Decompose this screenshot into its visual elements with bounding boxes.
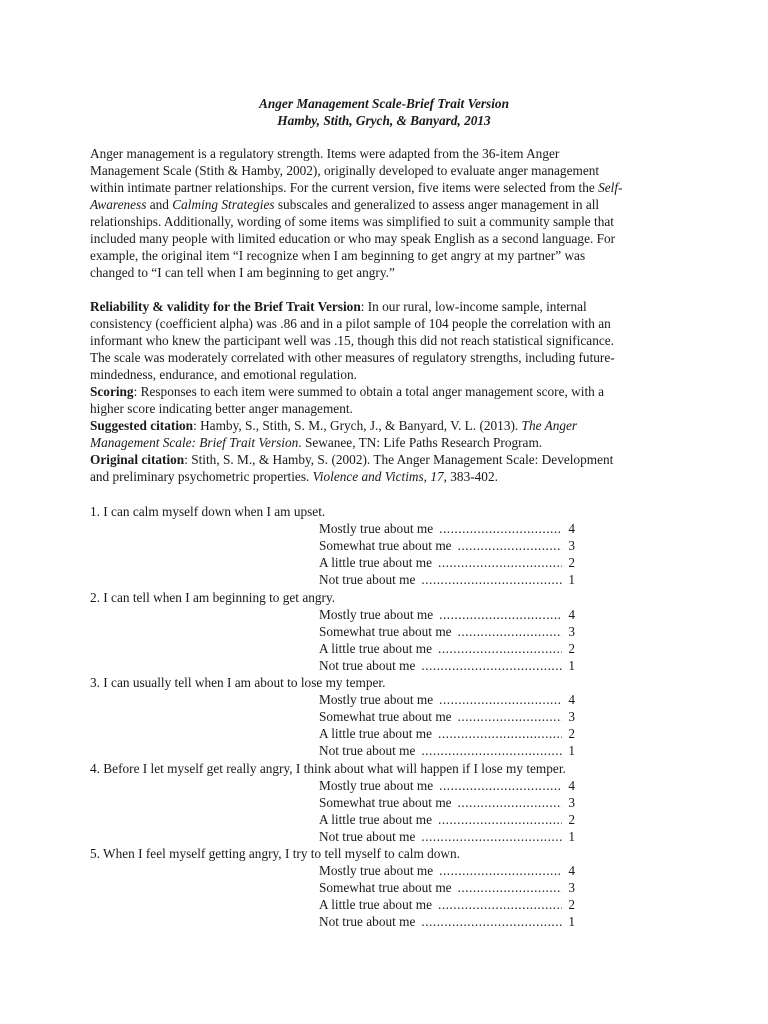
document-authors: Hamby, Stith, Grych, & Banyard, 2013 [277, 113, 491, 128]
intro-line: Anger management is a regulatory strength. Items were adapted from the 36-item Anger [90, 146, 560, 161]
response-option-value: 1 [568, 572, 575, 588]
response-option-value: 4 [568, 863, 575, 879]
dot-leader [438, 554, 562, 571]
response-option-label: A little true about me [319, 555, 432, 571]
intro-line: changed to “I can tell when I am beginning to get angry.” [90, 265, 395, 280]
dot-leader [458, 794, 562, 811]
response-option [319, 725, 575, 742]
response-option-value: 3 [568, 880, 575, 896]
dot-leader [421, 657, 562, 674]
response-option-label: Not true about me [319, 914, 416, 930]
reliability-line: consistency (coefficient alpha) was .86 and in a pilot sample of 104 people the correlation with an [90, 316, 611, 331]
response-option [319, 640, 575, 657]
response-option [319, 794, 575, 811]
response-option-label: Mostly true about me [319, 692, 434, 708]
response-option [319, 520, 575, 537]
response-option-label: Somewhat true about me [319, 709, 452, 725]
scoring-line: higher score indicating better anger management. [90, 401, 353, 416]
question-item: 1. I can calm myself down when I am upset. [90, 504, 326, 519]
response-option-label: Not true about me [319, 743, 416, 759]
dot-leader [439, 520, 562, 537]
response-option-label: A little true about me [319, 726, 432, 742]
dot-leader [421, 828, 562, 845]
response-option-value: 4 [568, 606, 575, 622]
question-item: 2. I can tell when I am beginning to get angry. [90, 589, 336, 605]
response-option-label: Somewhat true about me [319, 538, 452, 554]
reliability-line: informant who knew the participant well was .15, though this did not reach statistical significance. [90, 333, 614, 348]
response-option [319, 828, 575, 845]
dot-leader [458, 879, 562, 896]
dot-leader [439, 691, 562, 708]
response-option-label: Mostly true about me [319, 777, 434, 793]
response-option-label: A little true about me [319, 897, 432, 913]
response-option [319, 913, 575, 930]
original-citation-line: Original citation: Stith, S. M., & Hamby, S. (2002). The Anger Management Scale: Development [90, 452, 614, 467]
response-option [319, 657, 575, 674]
response-option [319, 879, 575, 896]
suggested-citation-line: Management Scale: Brief Trait Version. Sewanee, TN: Life Paths Research Program. [90, 435, 543, 450]
intro-line: within intimate partner relationships. For the current version, five items were selected from the Self- [90, 180, 623, 195]
response-option-value: 4 [568, 777, 575, 793]
question-item: 3. I can usually tell when I am about to lose my temper. [90, 675, 386, 690]
response-option-value: 3 [568, 709, 575, 725]
suggested-citation-line: Suggested citation: Hamby, S., Stith, S. M., Grych, J., & Banyard, V. L. (2013). The Anger [90, 418, 578, 433]
scoring-label: Scoring [90, 384, 134, 399]
document-title: Anger Management Scale-Brief Trait Version [259, 96, 509, 111]
dot-leader [438, 811, 562, 828]
response-option [319, 777, 575, 794]
response-option [319, 691, 575, 708]
question-item: 4. Before I let myself get really angry, I think about what will happen if I lose my temper. [90, 760, 566, 776]
dot-leader [438, 725, 562, 742]
dot-leader [439, 777, 562, 794]
response-option-label: Not true about me [319, 572, 416, 588]
intro-line: included many people with limited education or who may speak English as a second language. For [90, 231, 616, 246]
reliability-line: Reliability & validity for the Brief Trait Version: In our rural, low-income sample, internal [90, 299, 587, 314]
response-option-label: Somewhat true about me [319, 880, 452, 896]
response-option-value: 2 [568, 811, 575, 827]
suggested-citation-label: Suggested citation [90, 418, 194, 433]
response-option-value: 2 [568, 555, 575, 571]
response-option-label: Not true about me [319, 657, 416, 673]
dot-leader [438, 640, 562, 657]
response-option [319, 742, 575, 759]
dot-leader [458, 537, 562, 554]
dot-leader [439, 862, 562, 879]
dot-leader [421, 913, 562, 930]
response-option [319, 708, 575, 725]
scoring-line: Scoring: Responses to each item were summed to obtain a total anger management score, with a [90, 384, 605, 399]
response-option-value: 1 [568, 743, 575, 759]
intro-line: relationships. Additionally, wording of some items was simplified to suit a community sample that [90, 214, 614, 229]
response-option [319, 571, 575, 588]
dot-leader [458, 623, 562, 640]
response-option [319, 623, 575, 640]
response-option-value: 2 [568, 726, 575, 742]
response-option-value: 4 [568, 521, 575, 537]
reliability-line: The scale was moderately correlated with other measures of regulatory strengths, including future- [90, 350, 615, 365]
response-option-label: A little true about me [319, 640, 432, 656]
reliability-line: mindedness, endurance, and emotional regulation. [90, 367, 357, 382]
response-option-value: 1 [568, 657, 575, 673]
response-option-value: 1 [568, 828, 575, 844]
dot-leader [421, 571, 562, 588]
response-option-value: 3 [568, 538, 575, 554]
response-option-label: A little true about me [319, 811, 432, 827]
reliability-paragraph [90, 298, 650, 485]
response-option [319, 896, 575, 913]
dot-leader [438, 896, 562, 913]
response-option-value: 2 [568, 640, 575, 656]
response-option-value: 1 [568, 914, 575, 930]
response-option-label: Mostly true about me [319, 863, 434, 879]
response-option-value: 2 [568, 897, 575, 913]
response-option-value: 4 [568, 692, 575, 708]
response-option-value: 3 [568, 623, 575, 639]
intro-paragraph [90, 145, 650, 281]
original-citation-line: and preliminary psychometric properties. Violence and Victims, 17, 383-402. [90, 469, 498, 484]
response-option-label: Somewhat true about me [319, 623, 452, 639]
intro-line: example, the original item “I recognize when I am beginning to get angry at my partner” was [90, 248, 586, 263]
response-option-label: Not true about me [319, 828, 416, 844]
response-option-value: 3 [568, 794, 575, 810]
original-citation-label: Original citation [90, 452, 185, 467]
response-option [319, 606, 575, 623]
dot-leader [458, 708, 562, 725]
response-option [319, 862, 575, 879]
response-option [319, 811, 575, 828]
response-option [319, 554, 575, 571]
response-option [319, 537, 575, 554]
dot-leader [421, 742, 562, 759]
reliability-label: Reliability & validity for the Brief Trait Version [90, 299, 361, 314]
intro-line: Awareness and Calming Strategies subscales and generalized to assess anger management in all [90, 197, 600, 212]
question-item: 5. When I feel myself getting angry, I try to tell myself to calm down. [90, 846, 461, 861]
response-option-label: Somewhat true about me [319, 794, 452, 810]
intro-line: Management Scale (Stith & Hamby, 2002), originally developed to evaluate anger management [90, 163, 600, 178]
dot-leader [439, 606, 562, 623]
response-option-label: Mostly true about me [319, 606, 434, 622]
response-option-label: Mostly true about me [319, 521, 434, 537]
